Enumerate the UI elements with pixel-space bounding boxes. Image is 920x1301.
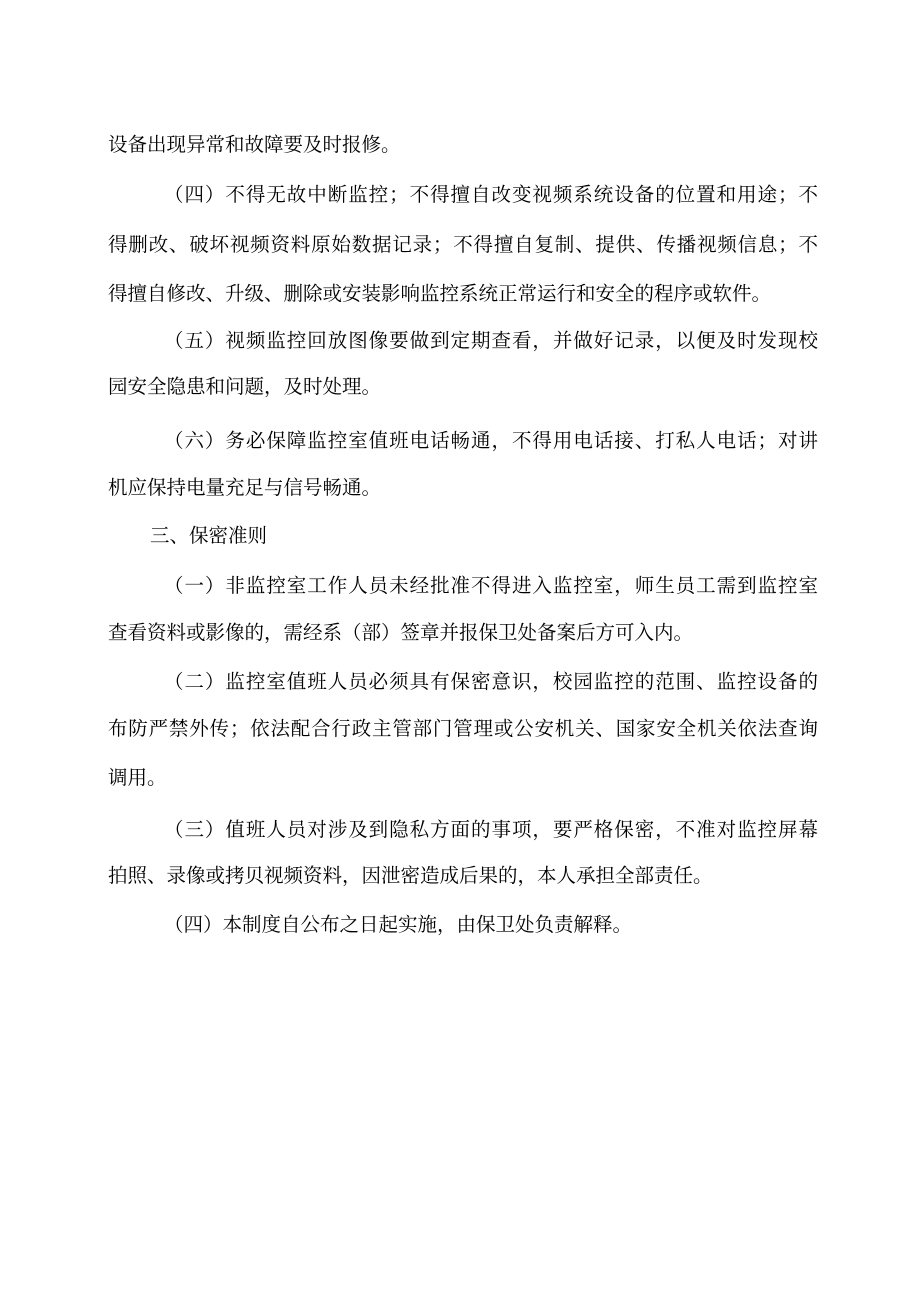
paragraph-item-5-line-1: （五）视频监控回放图像要做到定期查看，并做好记录，以便及时发现校 (164, 329, 818, 352)
paragraph-item-4-line-1: （四）不得无故中断监控；不得擅自改变视频系统设备的位置和用途；不 (164, 183, 818, 206)
paragraph-item-6-line-1: （六）务必保障监控室值班电话畅通，不得用电话接、打私人电话；对讲 (164, 429, 818, 452)
paragraph-rule-4-line-1: （四）本制度自公布之日起实施，由保卫处负责解释。 (164, 913, 633, 936)
paragraph-item-5-line-2: 园安全隐患和问题，及时处理。 (108, 375, 382, 398)
paragraph-rule-1-line-2: 查看资料或影像的，需经系（部）签章并报保卫处备案后方可入内。 (108, 621, 694, 644)
paragraph-item-4-line-3: 得擅自修改、升级、删除或安装影响监控系统正常运行和安全的程序或软件。 (108, 282, 772, 305)
paragraph-rule-3-line-2: 拍照、录像或拷贝视频资料，因泄密造成后果的，本人承担全部责任。 (108, 864, 713, 887)
paragraph-item-4-line-2: 得删改、破坏视频资料原始数据记录；不得擅自复制、提供、传播视频信息；不 (108, 233, 818, 256)
paragraph-rule-3-line-1: （三）值班人员对涉及到隐私方面的事项，要严格保密，不准对监控屏幕 (164, 818, 818, 841)
section-heading: 三、保密准则 (150, 524, 268, 547)
paragraph-rule-2-line-3: 调用。 (108, 766, 167, 789)
paragraph-rule-1-line-1: （一）非监控室工作人员未经批准不得进入监控室，师生员工需到监控室 (164, 574, 818, 597)
paragraph-rule-2-line-2: 布防严禁外传；依法配合行政主管部门管理或公安机关、国家安全机关依法查询 (108, 717, 818, 740)
paragraph-rule-2-line-1: （二）监控室值班人员必须具有保密意识，校园监控的范围、监控设备的 (164, 670, 818, 693)
text-line: 设备出现异常和故障要及时报修。 (108, 133, 401, 156)
paragraph-item-6-line-2: 机应保持电量充足与信号畅通。 (108, 476, 382, 499)
